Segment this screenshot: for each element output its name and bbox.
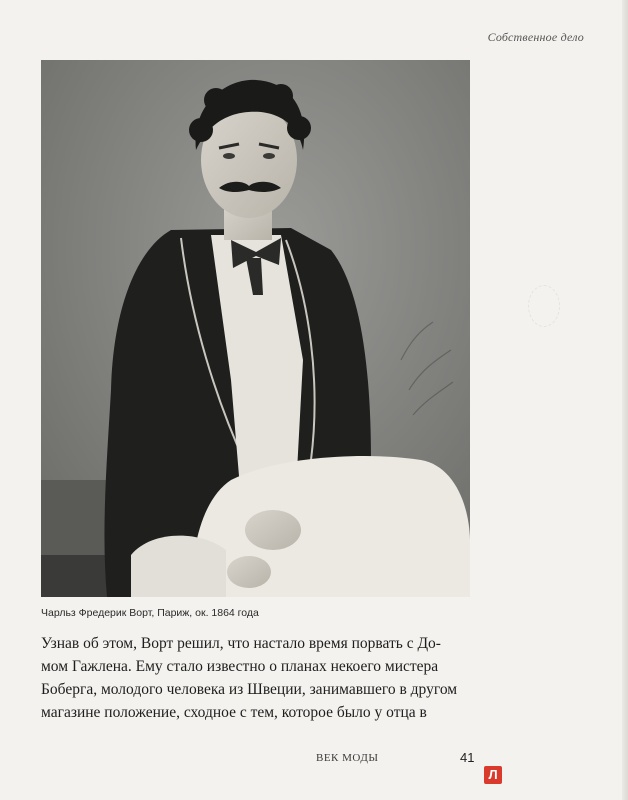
running-head: Собственное дело bbox=[487, 30, 584, 44]
portrait-photo bbox=[41, 60, 470, 597]
page-number: 41 bbox=[460, 750, 475, 765]
body-text bbox=[41, 632, 466, 724]
bleed-through-mark bbox=[528, 285, 560, 327]
body-line: Узнав об этом, Ворт решил, что настало время порвать с До- bbox=[41, 635, 441, 652]
footer-book-title: ВЕК МОДЫ bbox=[316, 752, 379, 764]
watermark-logo-icon: Л bbox=[484, 766, 502, 784]
body-line: магазине положение, сходное с тем, которое было у отца в bbox=[41, 704, 427, 721]
body-line: Боберга, молодого человека из Швеции, занимавшего в другом bbox=[41, 681, 458, 698]
figure-caption: Чарльз Фредерик Ворт, Париж, ок. 1864 года bbox=[41, 607, 259, 619]
page-edge bbox=[622, 0, 628, 800]
body-line: мом Гажлена. Ему стало известно о планах некоего мистера bbox=[41, 658, 439, 675]
